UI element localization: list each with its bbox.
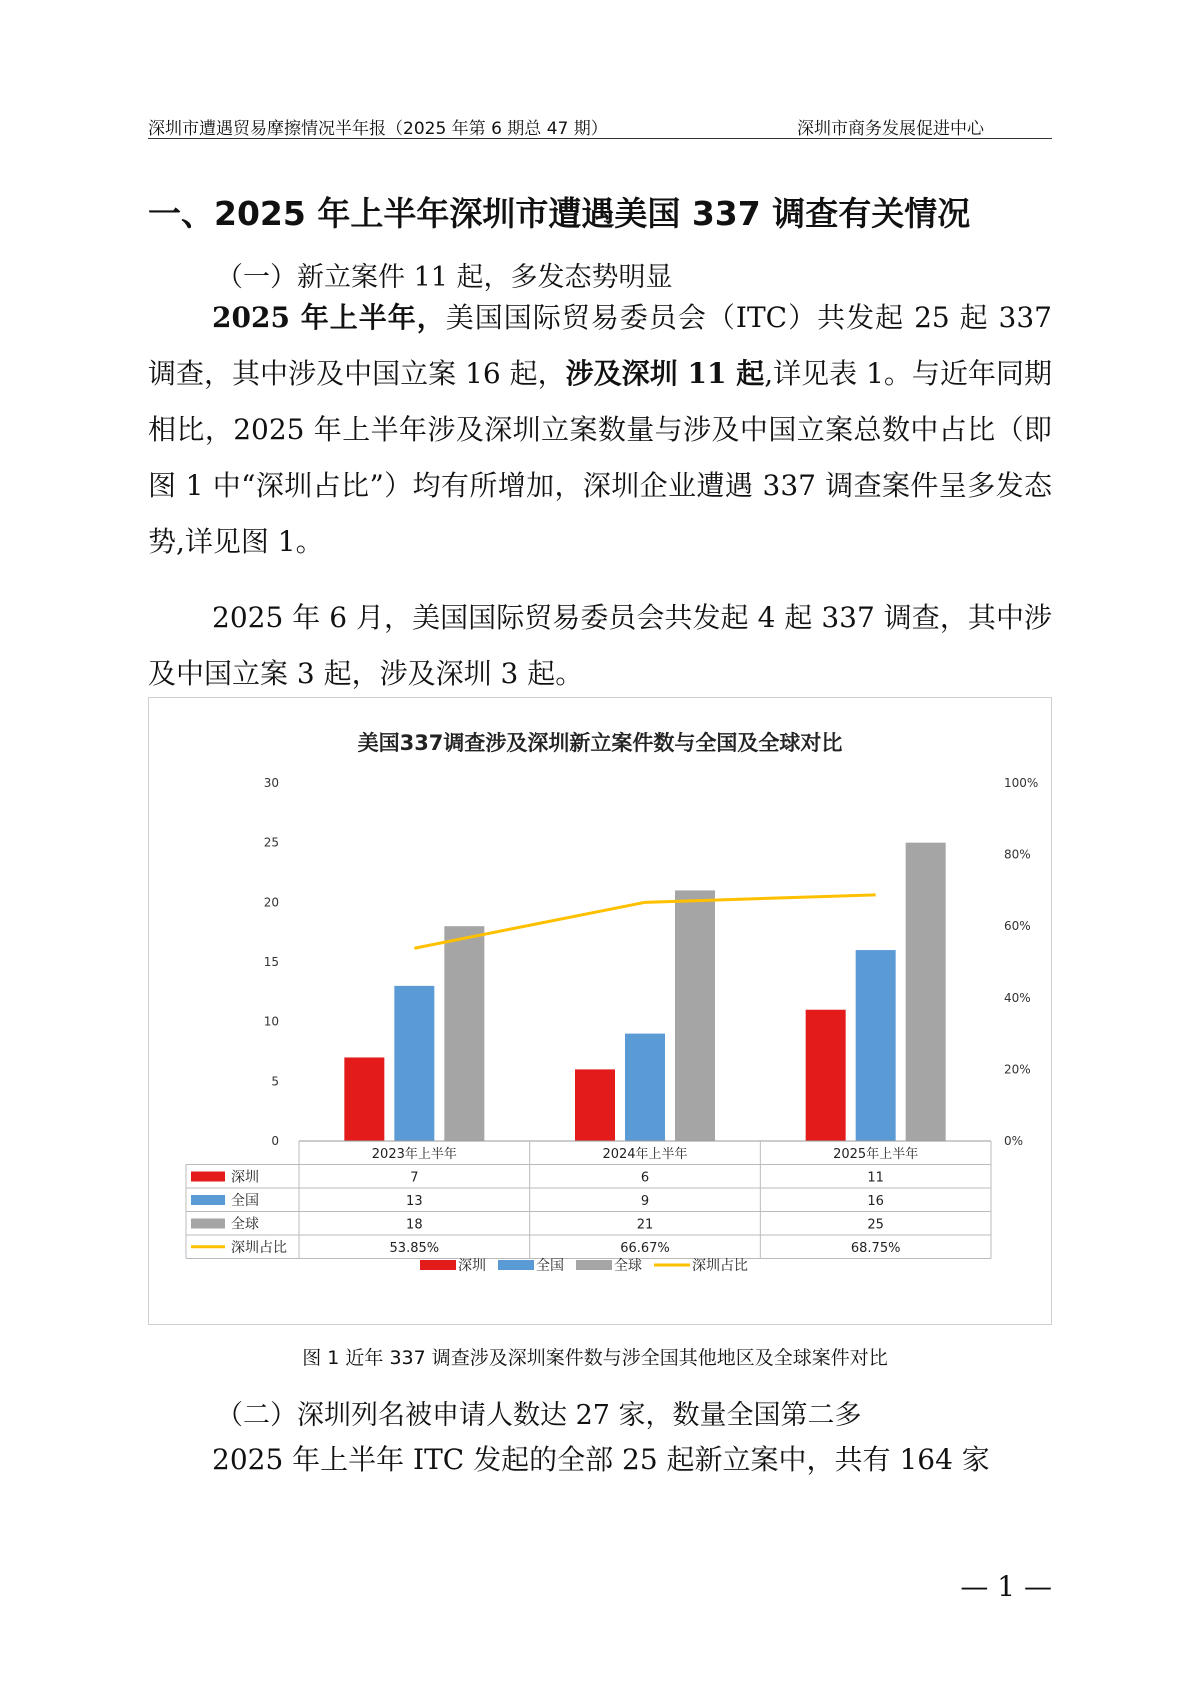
y-right-tick-label: 20% (1004, 1062, 1031, 1077)
table-cell-value: 11 (867, 1170, 884, 1186)
table-cell-value: 6 (640, 1170, 650, 1186)
chart-title: 美国337调查涉及深圳新立案件数与全国及全球对比 (357, 731, 843, 755)
table-cell-value: 13 (406, 1194, 423, 1209)
header-organization: 深圳市商务发展促进中心 (797, 119, 984, 139)
legend-key-全球 (576, 1260, 612, 1270)
x-category-label: 2025年上半年 (833, 1147, 919, 1162)
legend-key-全国 (498, 1260, 534, 1270)
legend-label-深圳占比: 深圳占比 (692, 1258, 748, 1274)
chart-figure (148, 697, 1052, 1325)
table-cell-value: 9 (640, 1194, 650, 1209)
figure-caption: 图 1 近年 337 调查涉及深圳案件数与涉全国其他地区及全球案件对比 (302, 1347, 888, 1369)
y-left-tick-label: 25 (263, 835, 279, 850)
bar-全球-2 (906, 843, 946, 1141)
table-legend-key-全球 (191, 1219, 225, 1229)
bar-深圳-2 (806, 1010, 846, 1141)
table-cell-value: 18 (406, 1217, 423, 1233)
page-header (148, 108, 1052, 139)
y-left-tick-label: 5 (271, 1074, 279, 1089)
table-cell-value: 16 (867, 1194, 884, 1209)
legend-label-全国: 全国 (536, 1258, 564, 1274)
subsection-title-1: （一）新立案件 11 起，多发态势明显 (216, 262, 673, 293)
y-left-tick-label: 10 (263, 1014, 279, 1029)
y-left-tick-label: 0 (271, 1134, 279, 1148)
bar-全球-1 (675, 890, 715, 1141)
table-cell-value: 68.75% (850, 1241, 901, 1256)
page-number: — 1 — (960, 1570, 1052, 1603)
table-cell-value: 66.67% (620, 1241, 670, 1256)
section-title: 一、2025 年上半年深圳市遭遇美国 337 调查有关情况 (148, 194, 971, 233)
legend-label-深圳: 深圳 (458, 1258, 486, 1274)
legend-key-深圳 (420, 1260, 456, 1270)
table-cell-value: 53.85% (389, 1241, 440, 1256)
paragraph-1-bold-lead: 2025 年上半年， (212, 301, 446, 334)
table-cell-value: 25 (867, 1217, 884, 1233)
table-legend-key-深圳 (191, 1172, 225, 1182)
y-right-tick-label: 0% (1004, 1134, 1024, 1148)
paragraph-1-text-b: ,详见表 1。与近年同期相比，2025 年上半年涉及深圳立案数量与涉及中国立案总数中占比（即图 1 中“深圳占比”）均有所增加，深圳企业遭遇 337 调查案件呈多发态势,详见图 1。 (148, 357, 1052, 558)
x-category-label: 2023年上半年 (371, 1147, 457, 1162)
table-cell-value: 21 (636, 1217, 654, 1233)
y-right-tick-label: 100% (1004, 776, 1039, 790)
legend-label-全球: 全球 (614, 1258, 642, 1274)
subsection-title-2: （二）深圳列名被申请人数达 27 家，数量全国第二多 (216, 1400, 862, 1431)
bar-深圳-0 (344, 1057, 384, 1141)
y-left-tick-label: 20 (263, 895, 279, 910)
bar-全球-0 (444, 926, 484, 1141)
table-row-label: 深圳 (231, 1169, 259, 1186)
paragraph-1 (148, 290, 1052, 570)
header-report-title: 深圳市遭遇贸易摩擦情况半年报（2025 年第 6 期总 47 期） (148, 119, 608, 139)
bar-全国-0 (394, 986, 434, 1141)
chart-svg (149, 698, 1051, 1324)
bar-深圳-1 (575, 1069, 615, 1141)
table-row-label: 全球 (231, 1216, 259, 1233)
y-right-tick-label: 60% (1004, 919, 1031, 934)
paragraph-1-text-a: 美国国际贸易委员会（ITC）共发起 25 起 337 调查，其中涉及中国立案 16 起， (148, 301, 1053, 390)
y-left-tick-label: 15 (263, 955, 279, 969)
table-row-label: 深圳占比 (231, 1240, 287, 1256)
paragraph-1-bold-shenzhen: 涉及深圳 11 起 (565, 357, 765, 390)
y-right-tick-label: 80% (1004, 847, 1031, 862)
table-row-label: 全国 (231, 1193, 259, 1209)
table-legend-key-全国 (191, 1195, 225, 1205)
bar-全国-2 (856, 950, 896, 1141)
paragraph-3: 2025 年上半年 ITC 发起的全部 25 起新立案中，共有 164 家 (212, 1443, 990, 1476)
y-left-tick-label: 30 (263, 776, 279, 790)
table-cell-value: 7 (410, 1170, 419, 1186)
paragraph-2: 2025 年 6 月，美国国际贸易委员会共发起 4 起 337 调查，其中涉及中国立案 3 起，涉及深圳 3 起。 (148, 601, 1052, 690)
bar-全国-1 (625, 1034, 665, 1141)
y-right-tick-label: 40% (1004, 990, 1031, 1005)
x-category-label: 2024年上半年 (602, 1147, 688, 1162)
